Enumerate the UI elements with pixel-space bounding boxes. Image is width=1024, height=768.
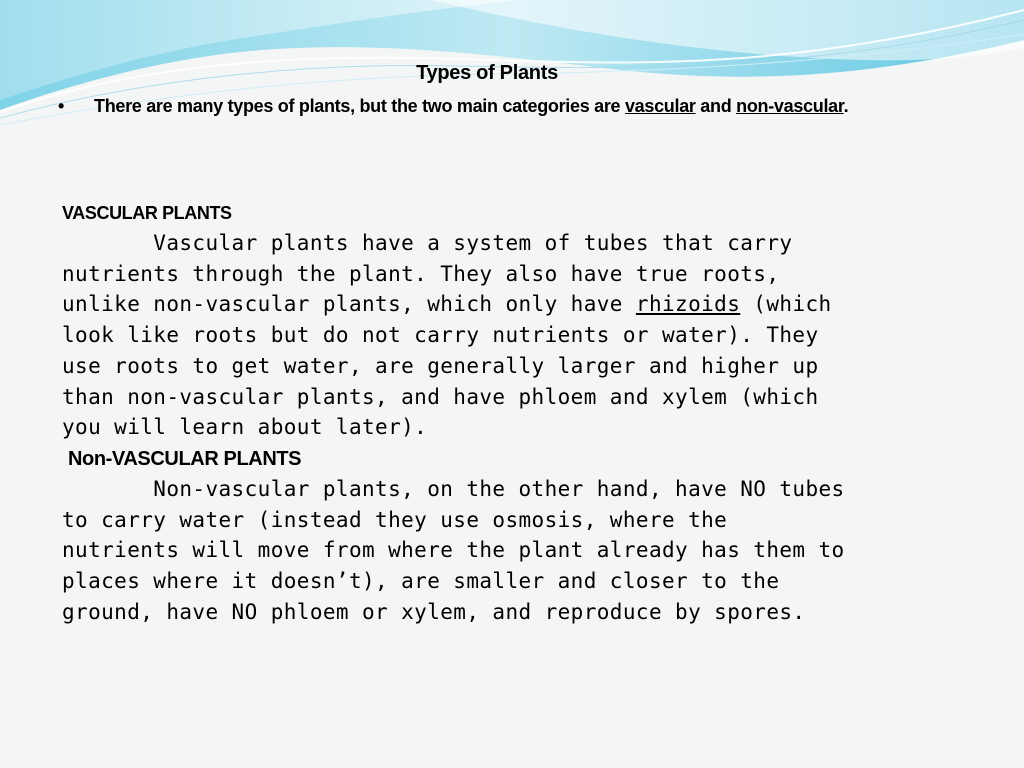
slide-title: Types of Plants	[416, 62, 558, 84]
bullet-text-and: and	[695, 96, 737, 116]
vascular-line-3a: unlike non-vascular plants, which only have	[62, 292, 636, 317]
intro-bullet-text	[94, 93, 918, 120]
nonvascular-line-5: ground, have NO phloem or xylem, and reproduce by spores.	[62, 599, 806, 624]
bullet-text-after: .	[843, 96, 849, 116]
intro-bullet	[58, 93, 918, 120]
nonvascular-term: non-vascular	[736, 96, 844, 116]
vascular-line-3b: (which	[740, 292, 832, 317]
bullet-marker: •	[58, 96, 65, 116]
vascular-paragraph	[62, 228, 962, 443]
nonvascular-heading: Non-VASCULAR PLANTS	[68, 448, 302, 470]
vascular-line-4: look like roots but do not carry nutrients or water). They	[62, 323, 819, 348]
nonvascular-line-1: Non-vascular plants, on the other hand, have NO tubes	[62, 477, 845, 501]
bullet-text-before: There are many types of plants, but the two main categories are	[94, 96, 625, 116]
rhizoids-term: rhizoids	[635, 292, 741, 317]
nonvascular-line-4: places where it doesn’t), are smaller and closer to the	[62, 569, 780, 594]
vascular-term: vascular	[624, 96, 696, 116]
nonvascular-paragraph	[62, 474, 962, 628]
vascular-line-6: than non-vascular plants, and have phloem and xylem (which	[62, 384, 819, 409]
vascular-line-5: use roots to get water, are generally larger and higher up	[62, 353, 819, 378]
vascular-heading: VASCULAR PLANTS	[62, 203, 232, 223]
vascular-line-7: you will learn about later).	[62, 415, 428, 440]
nonvascular-line-3: nutrients will move from where the plant already has them to	[62, 538, 845, 563]
vascular-line-2: nutrients through the plant. They also have true roots,	[62, 261, 780, 286]
vascular-line-1: Vascular plants have a system of tubes that carry	[62, 231, 793, 255]
nonvascular-line-2: to carry water (instead they use osmosis, where the	[62, 507, 728, 532]
